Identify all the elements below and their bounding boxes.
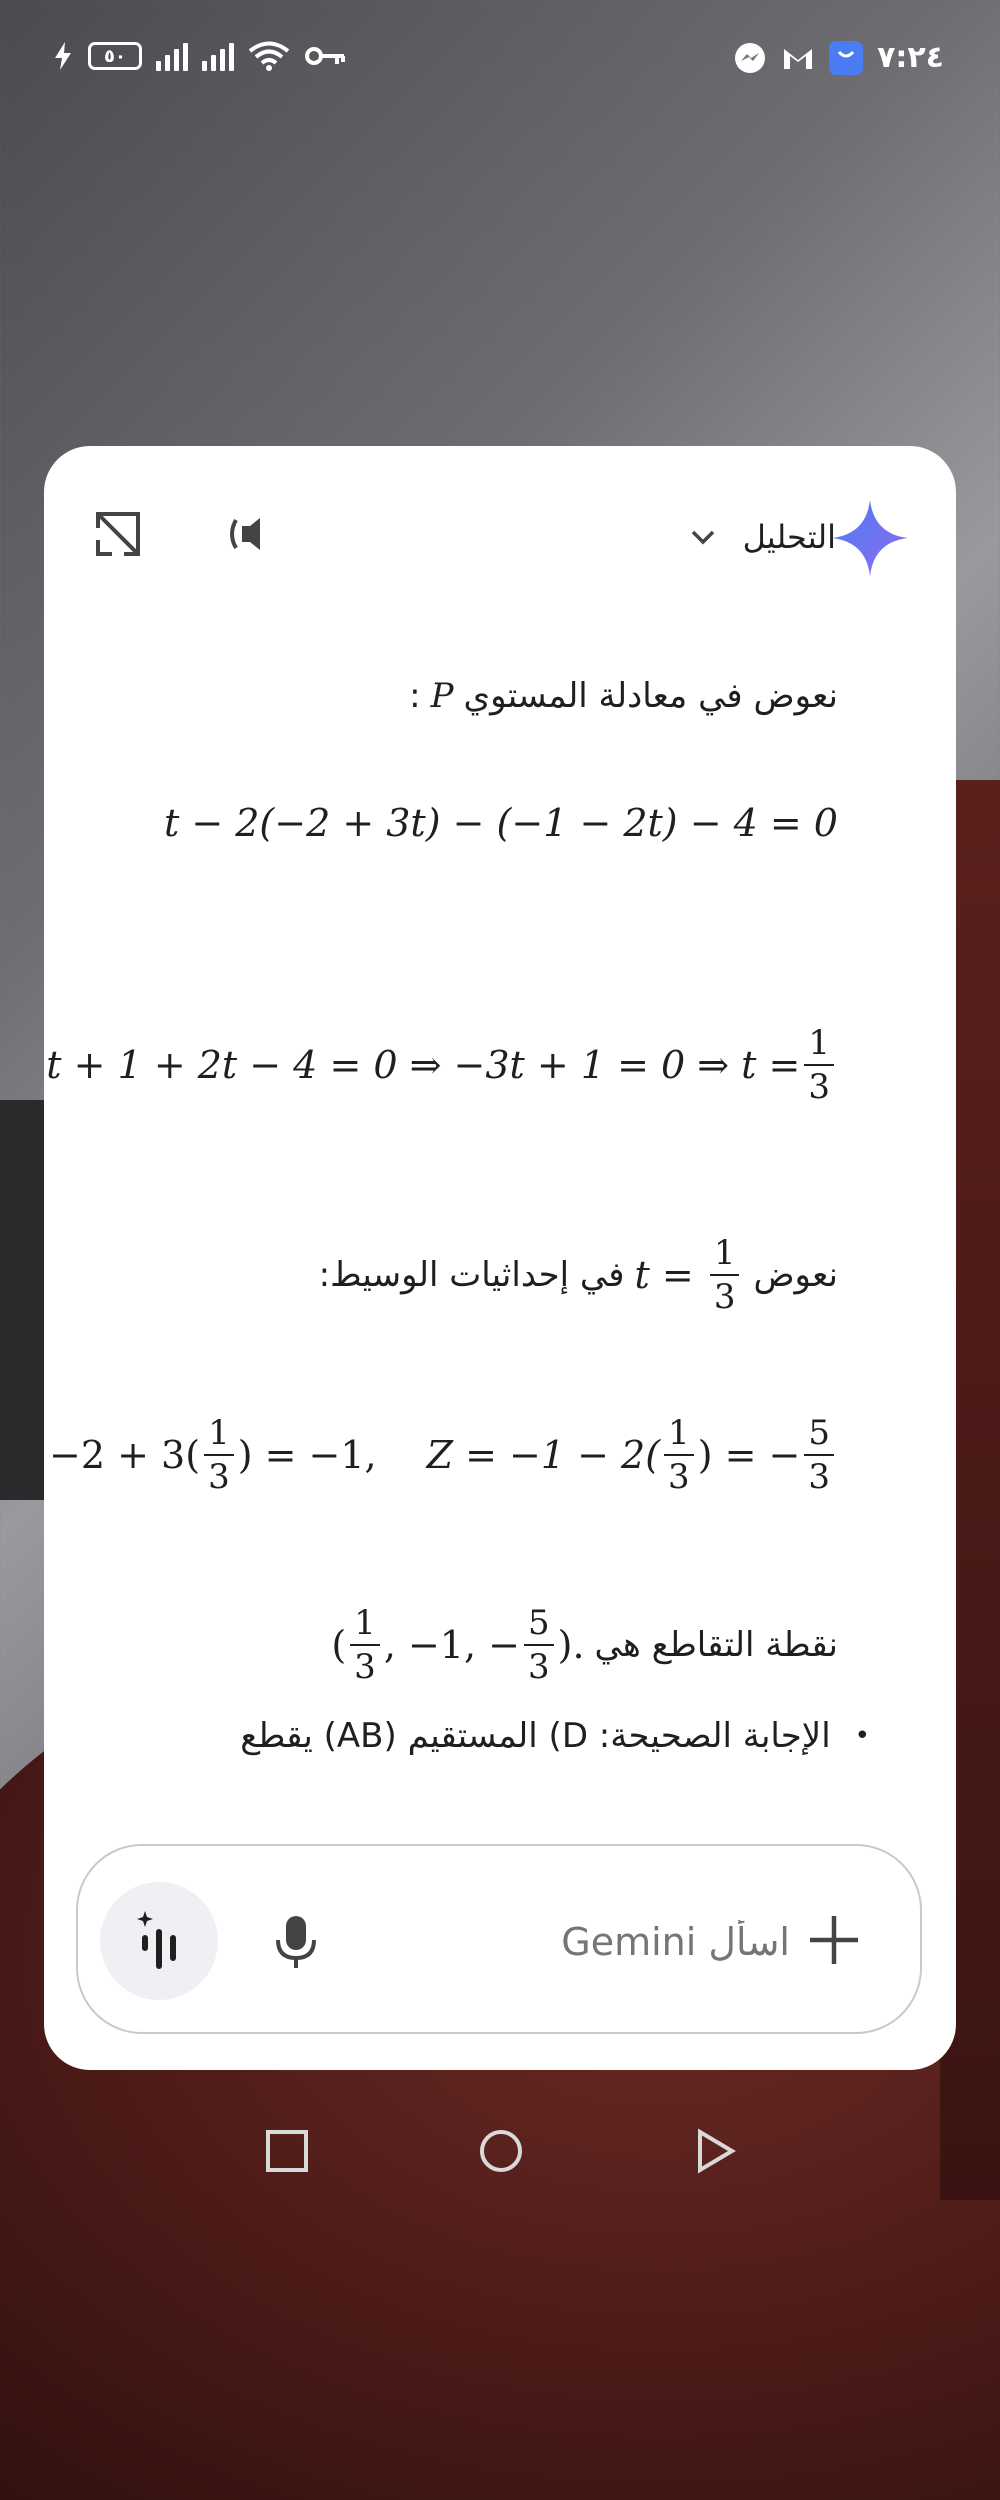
paragraph-text: نعوض xyxy=(753,1255,838,1295)
fraction xyxy=(204,1413,234,1497)
model-selector[interactable] xyxy=(689,512,836,562)
fraction-numerator: 5 xyxy=(804,1416,834,1456)
text-paragraph xyxy=(318,1233,838,1317)
fraction-numerator: 1 xyxy=(204,1416,234,1456)
paragraph-text: نعوض في معادلة المستوي xyxy=(463,676,838,716)
gemini-overlay-card xyxy=(44,446,956,2070)
text-paragraph xyxy=(409,676,838,716)
fraction xyxy=(350,1603,380,1687)
colon: : xyxy=(409,676,421,716)
paragraph-text: نقطة التقاطع هي xyxy=(594,1625,838,1665)
fraction-denominator: 3 xyxy=(808,1067,830,1107)
recents-icon[interactable] xyxy=(262,2126,312,2176)
back-icon[interactable] xyxy=(690,2126,740,2176)
fraction-denominator: 3 xyxy=(354,1647,376,1687)
clock: ٧:٢٤ xyxy=(877,40,944,75)
fraction-numerator: 1 xyxy=(350,1606,380,1646)
fraction xyxy=(804,1023,834,1107)
signal-icon xyxy=(202,41,234,71)
plane-variable: P xyxy=(430,676,454,716)
text-paragraph xyxy=(331,1603,838,1687)
app-market-icon xyxy=(829,41,863,75)
signal-icon xyxy=(156,41,188,71)
fraction-denominator: 3 xyxy=(208,1457,230,1497)
fraction xyxy=(524,1603,554,1687)
equation-text: ) = − xyxy=(697,1433,801,1477)
wifi-icon xyxy=(248,40,290,72)
expand-icon[interactable] xyxy=(90,506,146,562)
fraction-numerator: 1 xyxy=(664,1416,694,1456)
fraction-denominator: 3 xyxy=(668,1457,690,1497)
read-aloud-icon[interactable] xyxy=(224,506,280,562)
equation-3 xyxy=(49,1413,838,1497)
bolt-icon xyxy=(52,41,74,71)
vpn-key-icon xyxy=(304,44,348,68)
prompt-input-bar xyxy=(76,1844,922,2034)
fraction-numerator: 1 xyxy=(710,1236,740,1276)
gmail-icon xyxy=(781,41,815,75)
inline-math: t = $\frac{1}{3}$ xyxy=(635,1236,744,1314)
messenger-icon xyxy=(733,41,767,75)
equation-2 xyxy=(46,1023,838,1107)
equation-text: t − 2(−2 + 3t) − (−1 − 2t) − 4 = 0 xyxy=(163,801,838,845)
fraction-denominator: 3 xyxy=(528,1647,550,1687)
model-label: التحليل xyxy=(742,518,836,556)
equation-text: , −1, − xyxy=(383,1623,520,1667)
gemini-live-button[interactable] xyxy=(100,1882,218,2000)
fraction-numerator: 1 xyxy=(804,1026,834,1066)
intersection-point: ( $\frac{1}{3}$ , −1, − $\frac{5}{3}$ ). xyxy=(331,1603,585,1687)
system-nav-bar xyxy=(0,2100,1000,2200)
equation-text: ) = −1, xyxy=(237,1433,377,1477)
fraction xyxy=(710,1233,740,1317)
answer-text: الإجابة الصحيحة: D) المستقيم (AB) يقطع xyxy=(240,1716,831,1756)
add-attachment-icon[interactable] xyxy=(804,1910,864,1970)
microphone-icon[interactable] xyxy=(268,1912,324,1972)
battery-icon xyxy=(88,42,142,70)
answer-bullet xyxy=(240,1716,870,1756)
status-bar xyxy=(0,0,1000,120)
equation-text: t + 1 + 2t − 4 = 0 ⇒ −3t + 1 = 0 ⇒ t = xyxy=(46,1043,801,1087)
paragraph-text: في إحداثيات الوسيط: xyxy=(318,1255,625,1295)
fraction-numerator: 5 xyxy=(524,1606,554,1646)
chevron-down-icon xyxy=(689,528,717,546)
fraction xyxy=(804,1413,834,1497)
response-content xyxy=(44,596,956,1806)
battery-level: ٥٠ xyxy=(104,45,126,67)
fraction-denominator: 3 xyxy=(808,1457,830,1497)
equation-text: Z = −1 − 2( xyxy=(426,1433,661,1477)
fraction-denominator: 3 xyxy=(713,1277,736,1317)
status-left xyxy=(52,40,348,72)
fraction xyxy=(664,1413,694,1497)
bullet-dot: • xyxy=(854,1721,870,1751)
home-icon[interactable] xyxy=(476,2126,526,2176)
gemini-spark-icon xyxy=(830,498,910,578)
ask-gemini-input[interactable] xyxy=(528,1906,792,1978)
live-waveform-icon xyxy=(131,1909,187,1973)
card-header xyxy=(44,446,956,596)
equation-text: −2 + 3( xyxy=(49,1433,201,1477)
status-right xyxy=(733,40,944,75)
equation-1 xyxy=(164,801,838,845)
